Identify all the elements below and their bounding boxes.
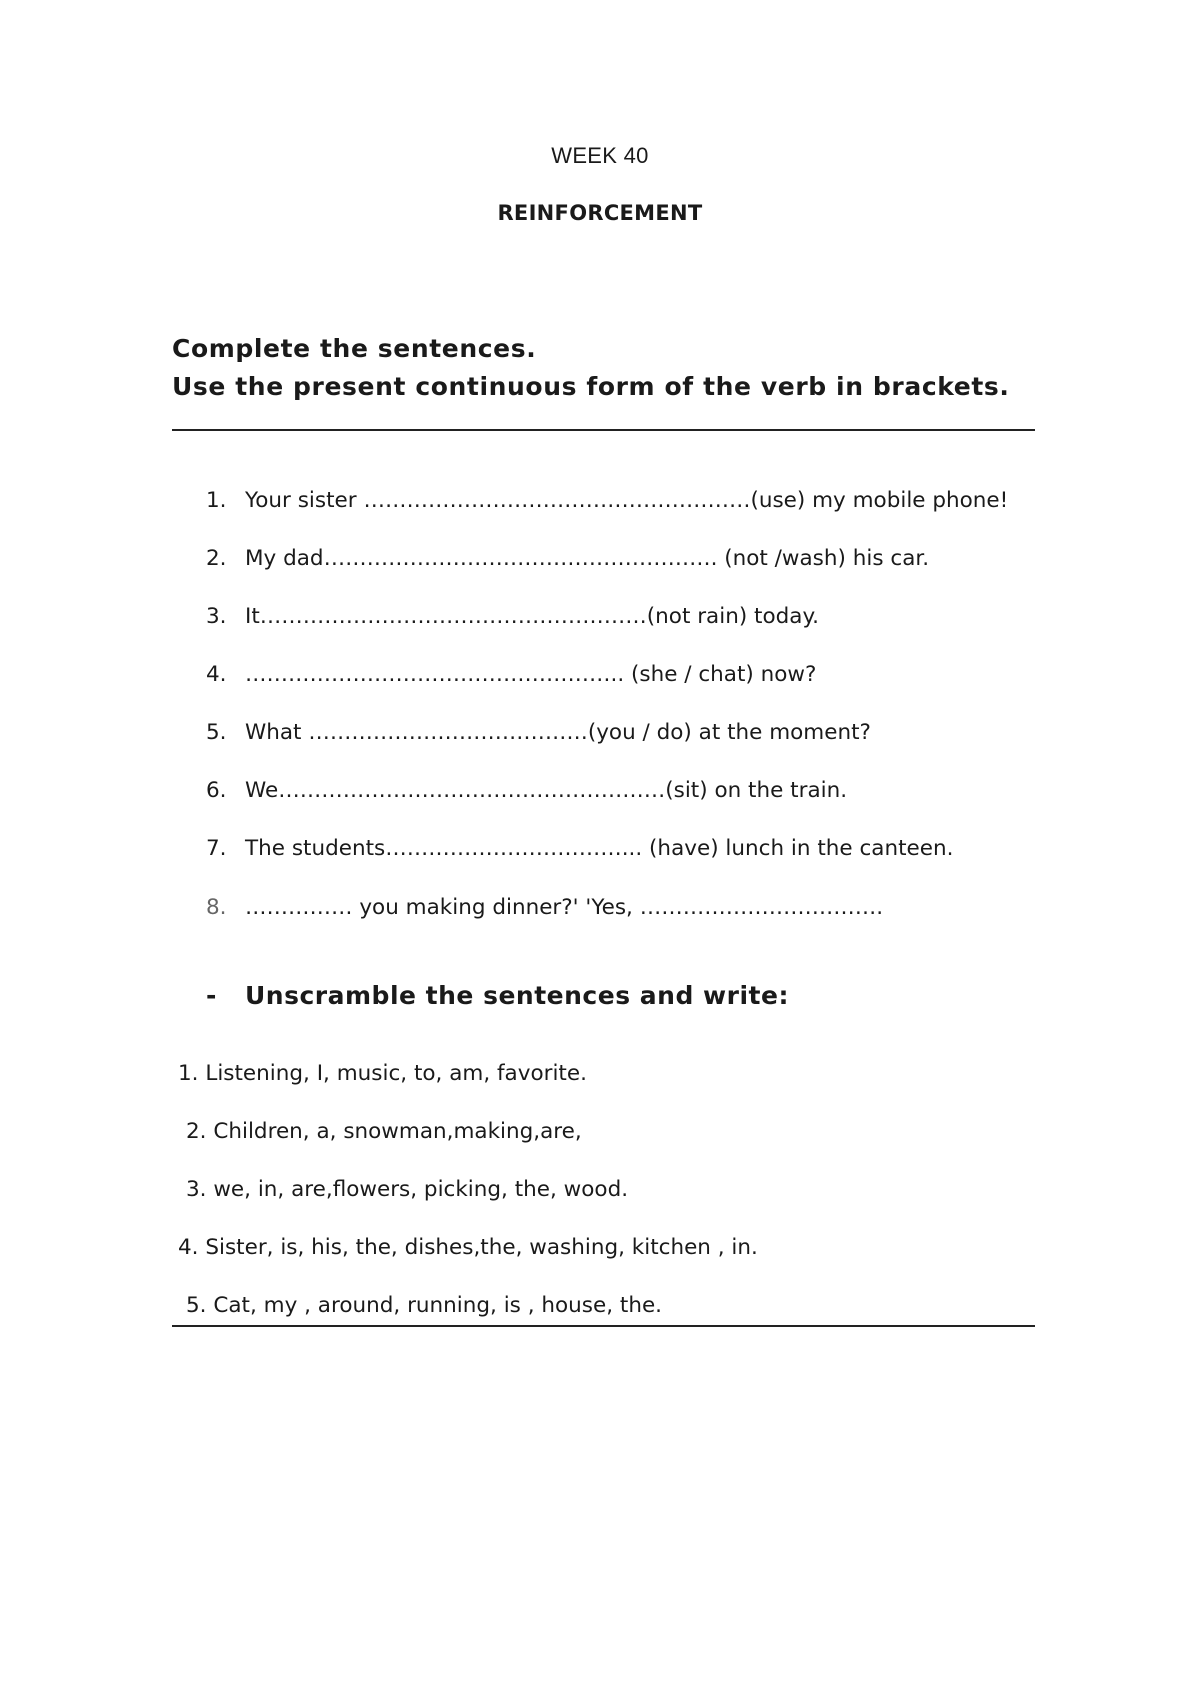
exercise-2-heading [206,981,789,1010]
divider-line-bottom [172,1325,1035,1327]
worksheet-subtitle: REINFORCEMENT [497,201,703,225]
unscramble-item: 4. Sister, is, his, the, dishes,the, washing, kitchen , in. [178,1235,758,1260]
unscramble-item: 5. Cat, my , around, running, is , house, the. [186,1293,663,1318]
week-label: WEEK 40 [551,143,649,168]
exercise-2-title: Unscramble the sentences and write: [245,981,789,1010]
unscramble-item: 2. Children, a, snowman,making,are, [186,1119,582,1144]
exercise-1-item [206,836,953,861]
item-number: 1. [206,488,227,513]
exercise-1-item [206,546,929,571]
unscramble-item: 1. Listening, I, music, to, am, favorite. [178,1061,587,1086]
item-text: It………………………………………………(not rain) today. [245,604,819,629]
instruction-line-2: Use the present continuous form of the verb in brackets. [172,372,1010,401]
exercise-1-item [206,720,871,745]
divider-line-top [172,429,1035,431]
item-number: 7. [206,836,227,861]
item-text: The students……………………………... (have) lunch in the canteen. [245,836,954,861]
exercise-1-item [206,488,1008,513]
item-number: 4. [206,662,227,687]
exercise-1-item [206,895,883,920]
exercise-1-item [206,662,816,687]
item-number: 2. [206,546,227,571]
item-text: We………………………………………………(sit) on the train. [245,778,848,803]
item-text: …………… you making dinner?' 'Yes, ……………………………. [245,895,884,920]
unscramble-item: 3. we, in, are,flowers, picking, the, wood. [186,1177,629,1202]
exercise-1-item [206,604,819,629]
item-number: 3. [206,604,227,629]
item-text: …………………………………………….. (she / chat) now? [245,662,817,687]
item-number: 6. [206,778,227,803]
instruction-line-1: Complete the sentences. [172,334,537,363]
item-number: 5. [206,720,227,745]
item-text: What …………………………………(you / do) at the moment? [245,720,871,745]
bullet-dash: - [206,981,217,1010]
exercise-1-item [206,778,847,803]
item-number: 8. [206,895,227,920]
item-text: Your sister ………………………………………………(use) my mobile phone! [245,488,1009,513]
item-text: My dad………………………………………………. (not /wash) his car. [245,546,930,571]
